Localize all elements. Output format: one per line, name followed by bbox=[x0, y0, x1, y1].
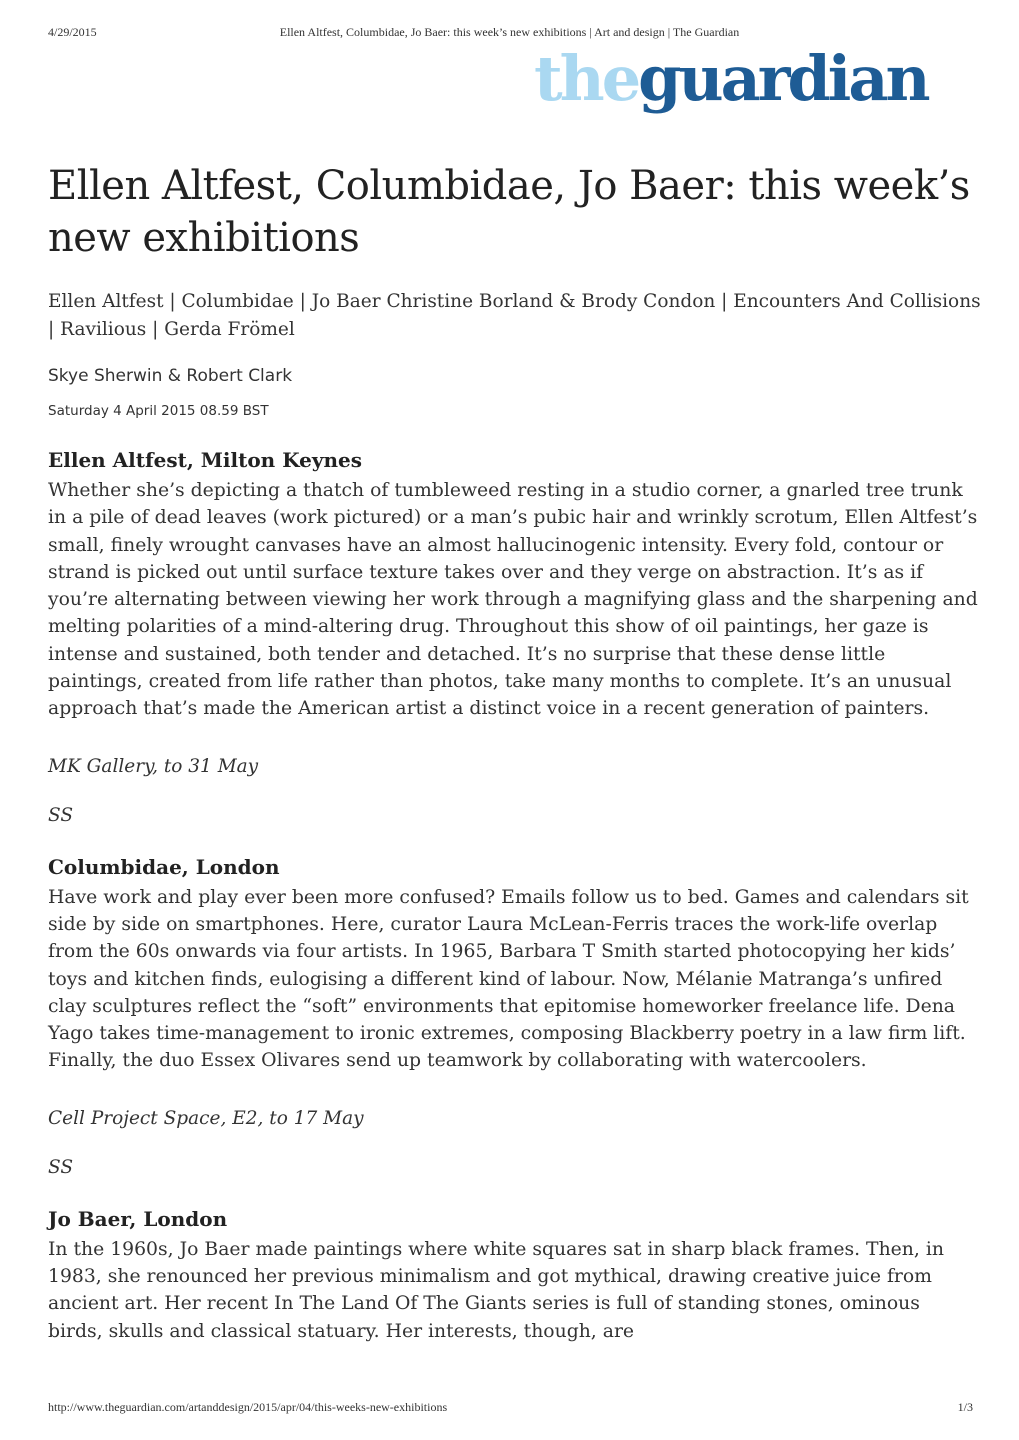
guardian-logo[interactable] bbox=[534, 42, 928, 115]
article-byline[interactable]: Skye Sherwin & Robert Clark bbox=[48, 366, 293, 386]
print-date: 4/29/2015 bbox=[48, 25, 97, 39]
article-headline: Ellen Altfest, Columbidae, Jo Baer: this week’s new exhibitions bbox=[48, 163, 970, 261]
exhibition-section-columbidae bbox=[48, 850, 978, 1188]
logo-the: the bbox=[534, 42, 639, 115]
article-dateline: Saturday 4 April 2015 08.59 BST bbox=[48, 403, 269, 419]
section-heading: Jo Baer, London bbox=[48, 1206, 228, 1231]
section-heading: Columbidae, London bbox=[48, 854, 280, 879]
section-body: Have work and play ever been more confused? Emails follow us to bed. Games and calendars sit side by side on smartphones. Here, curator Laura McLean-Ferris traces the work-life overlap from the 60s onwards via four artists. In 1965, Barbara T Smith started photocopying her kids’ toys and kitchen finds, eulogising a different kind of labour. Now, Mélanie Matranga’s unfired clay sculptures reflect the “soft” environments that epitomise homeworker freelance life. Dena Yago takes time-management to ironic extremes, composing Blackberry poetry in a law firm lift. Finally, the duo Essex Olivares send up teamwork by collaborating with watercoolers. bbox=[48, 886, 969, 1072]
exhibition-section-ellen-altfest bbox=[48, 443, 978, 836]
logo-guardian: guardian bbox=[638, 42, 928, 115]
section-author-initials: SS bbox=[48, 804, 74, 826]
print-page-number: 1/3 bbox=[957, 1400, 973, 1414]
article-standfirst: Ellen Altfest | Columbidae | Jo Baer Christine Borland & Brody Condon | Encounters And Collisions | Ravilious | Gerda Frömel bbox=[48, 291, 981, 340]
article-body bbox=[48, 443, 978, 1345]
section-heading: Ellen Altfest, Milton Keynes bbox=[48, 448, 363, 472]
section-body: Whether she’s depicting a thatch of tumbleweed resting in a studio corner, a gnarled tree trunk in a pile of dead leaves (work pictured) or a man’s pubic hair and wrinkly scrotum, Ellen Altfest’s small, finely wrought canvases have an almost hallucinogenic intensity. Every fold, contour or strand is picked out until surface texture takes over and they verge on abstraction. It’s as if you’re alternating between viewing her work through a magnifying glass and the sharpening and melting polarities of a mind-altering drug. Throughout this show of oil paintings, her gaze is intense and sustained, both tender and detached. It’s no surprise that these dense little paintings, created from life rather than photos, take many months to complete. It’s an unusual approach that’s made the American artist a distinct voice in a recent generation of painters. bbox=[48, 480, 978, 720]
section-body: In the 1960s, Jo Baer made paintings where white squares sat in sharp black frames. Then, in 1983, she renounced her previous minimalism and got mythical, drawing creative juice from ancient art. Her recent In The Land Of The Giants series is full of standing stones, ominous birds, skulls and classical statuary. Her interests, though, are bbox=[48, 1238, 944, 1342]
exhibition-section-jo-baer bbox=[48, 1202, 978, 1345]
print-page-title: Ellen Altfest, Columbidae, Jo Baer: this week’s new exhibitions | Art and design | The Guardian bbox=[279, 25, 740, 39]
print-url[interactable]: http://www.theguardian.com/artanddesign/2015/apr/04/this-weeks-new-exhibitions bbox=[48, 1400, 448, 1414]
section-venue: Cell Project Space, E2, to 17 May bbox=[48, 1107, 364, 1129]
section-venue: MK Gallery, to 31 May bbox=[48, 755, 259, 777]
section-author-initials: SS bbox=[48, 1156, 74, 1178]
